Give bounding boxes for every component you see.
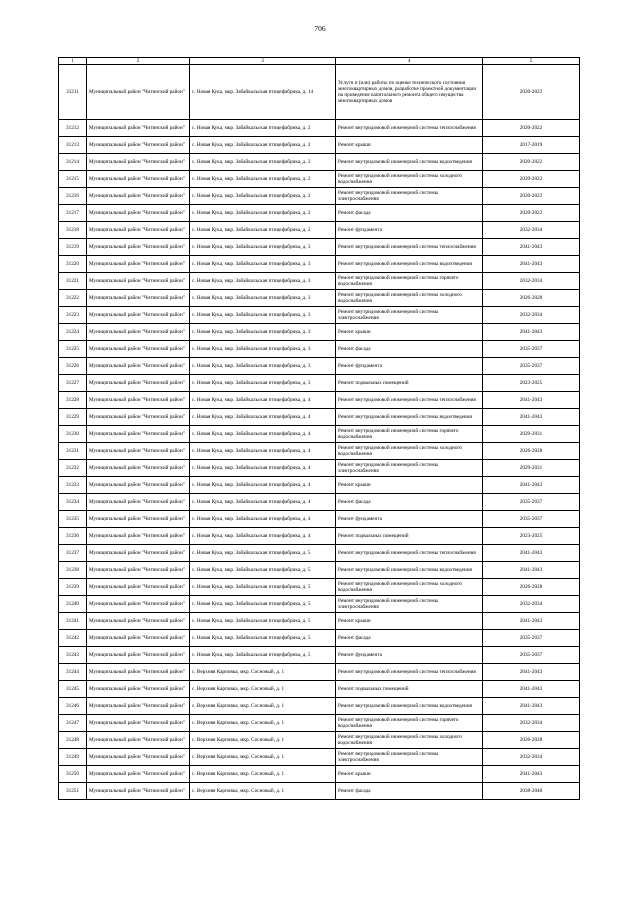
row-number-cell: 31231 bbox=[59, 443, 87, 460]
table-row bbox=[59, 256, 580, 273]
district-cell: Муниципальный район "Читинский район" bbox=[87, 426, 190, 443]
address-cell: с. Верхняя Карповка, мкр. Сосновый, д. 1 bbox=[190, 664, 336, 681]
work-type-cell: Ремонт внутридомовой инженерной системы теплоснабжения bbox=[336, 239, 483, 256]
period-cell: 2020-2022 bbox=[483, 120, 580, 137]
district-cell: Муниципальный район "Читинский район" bbox=[87, 494, 190, 511]
row-number-cell: 31216 bbox=[59, 188, 87, 205]
work-type-cell: Ремонт фундамента bbox=[336, 647, 483, 664]
period-cell: 2035-2037 bbox=[483, 647, 580, 664]
work-type-cell: Ремонт внутридомовой инженерной системы теплоснабжения bbox=[336, 664, 483, 681]
table-row bbox=[59, 171, 580, 188]
address-cell: с. Новая Кука, мкр. Забайкальская птицефабрика, д. 4 bbox=[190, 426, 336, 443]
table-row bbox=[59, 664, 580, 681]
address-cell: с. Новая Кука, мкр. Забайкальская птицефабрика, д. 5 bbox=[190, 647, 336, 664]
table-row bbox=[59, 630, 580, 647]
row-number-cell: 31229 bbox=[59, 409, 87, 426]
district-cell: Муниципальный район "Читинский район" bbox=[87, 511, 190, 528]
period-cell: 2035-2037 bbox=[483, 511, 580, 528]
table-row bbox=[59, 358, 580, 375]
row-number-cell: 31230 bbox=[59, 426, 87, 443]
work-type-cell: Ремонт фасада bbox=[336, 205, 483, 222]
district-cell: Муниципальный район "Читинский район" bbox=[87, 273, 190, 290]
district-cell: Муниципальный район "Читинский район" bbox=[87, 477, 190, 494]
row-number-cell: 31242 bbox=[59, 630, 87, 647]
row-number-cell: 31225 bbox=[59, 341, 87, 358]
table-row bbox=[59, 307, 580, 324]
page-number: 706 bbox=[314, 24, 326, 33]
work-type-cell: Ремонт внутридомовой инженерной системы холодного водоснабжения bbox=[336, 579, 483, 596]
row-number-cell: 31245 bbox=[59, 681, 87, 698]
table-row bbox=[59, 613, 580, 630]
district-cell: Муниципальный район "Читинский район" bbox=[87, 630, 190, 647]
table-row bbox=[59, 290, 580, 307]
work-type-cell: Ремонт подвальных помещений bbox=[336, 528, 483, 545]
row-number-cell: 31217 bbox=[59, 205, 87, 222]
table-row bbox=[59, 766, 580, 783]
period-cell: 2020-2022 bbox=[483, 188, 580, 205]
address-cell: с. Новая Кука, мкр. Забайкальская птицефабрика, д. 2 bbox=[190, 222, 336, 239]
table-row bbox=[59, 715, 580, 732]
address-cell: с. Новая Кука, мкр. Забайкальская птицефабрика, д. 14 bbox=[190, 65, 336, 120]
period-cell: 2041-2043 bbox=[483, 545, 580, 562]
address-cell: с. Новая Кука, мкр. Забайкальская птицефабрика, д. 4 bbox=[190, 409, 336, 426]
district-cell: Муниципальный район "Читинский район" bbox=[87, 698, 190, 715]
address-cell: с. Новая Кука, мкр. Забайкальская птицефабрика, д. 4 bbox=[190, 511, 336, 528]
table-row bbox=[59, 749, 580, 766]
address-cell: с. Новая Кука, мкр. Забайкальская птицефабрика, д. 3 bbox=[190, 307, 336, 324]
address-cell: с. Новая Кука, мкр. Забайкальская птицефабрика, д. 3 bbox=[190, 290, 336, 307]
district-cell: Муниципальный район "Читинский район" bbox=[87, 545, 190, 562]
work-type-cell: Ремонт крыши bbox=[336, 477, 483, 494]
district-cell: Муниципальный район "Читинский район" bbox=[87, 120, 190, 137]
period-cell: 2029-2031 bbox=[483, 426, 580, 443]
district-cell: Муниципальный район "Читинский район" bbox=[87, 324, 190, 341]
table-row bbox=[59, 647, 580, 664]
district-cell: Муниципальный район "Читинский район" bbox=[87, 409, 190, 426]
period-cell: 2041-2043 bbox=[483, 664, 580, 681]
row-number-cell: 31234 bbox=[59, 494, 87, 511]
row-number-cell: 31249 bbox=[59, 749, 87, 766]
work-type-cell: Услуги и (или) работы по оценке технического состояния многоквартирных домов, разработке проектной документации на проведение капитального ремонта общего имущества многоквартирных домов bbox=[336, 65, 483, 120]
period-cell: 2041-2043 bbox=[483, 562, 580, 579]
district-cell: Муниципальный район "Читинский район" bbox=[87, 171, 190, 188]
address-cell: с. Верхняя Карповка, мкр. Сосновый, д. 1 bbox=[190, 698, 336, 715]
row-number-cell: 31241 bbox=[59, 613, 87, 630]
address-cell: с. Верхняя Карповка, мкр. Сосновый, д. 1 bbox=[190, 783, 336, 800]
column-header-3: 3 bbox=[190, 58, 336, 65]
work-type-cell: Ремонт внутридомовой инженерной системы холодного водоснабжения bbox=[336, 732, 483, 749]
work-type-cell: Ремонт внутридомовой инженерной системы водоотведения bbox=[336, 409, 483, 426]
period-cell: 2041-2043 bbox=[483, 698, 580, 715]
address-cell: с. Новая Кука, мкр. Забайкальская птицефабрика, д. 3 bbox=[190, 341, 336, 358]
period-cell: 2032-2034 bbox=[483, 273, 580, 290]
table-row bbox=[59, 392, 580, 409]
table-row bbox=[59, 681, 580, 698]
row-number-cell: 31219 bbox=[59, 239, 87, 256]
table-row bbox=[59, 137, 580, 154]
table-row bbox=[59, 494, 580, 511]
row-number-cell: 31248 bbox=[59, 732, 87, 749]
period-cell: 2032-2034 bbox=[483, 749, 580, 766]
address-cell: с. Верхняя Карповка, мкр. Сосновый, д. 1 bbox=[190, 766, 336, 783]
table-row bbox=[59, 698, 580, 715]
column-header-1: 1 bbox=[59, 58, 87, 65]
period-cell: 2023-2025 bbox=[483, 528, 580, 545]
work-type-cell: Ремонт фундамента bbox=[336, 222, 483, 239]
address-cell: с. Верхняя Карповка, мкр. Сосновый, д. 1 bbox=[190, 732, 336, 749]
address-cell: с. Верхняя Карповка, мкр. Сосновый, д. 1 bbox=[190, 749, 336, 766]
address-cell: с. Новая Кука, мкр. Забайкальская птицефабрика, д. 2 bbox=[190, 171, 336, 188]
district-cell: Муниципальный район "Читинский район" bbox=[87, 460, 190, 477]
table-row bbox=[59, 409, 580, 426]
table-row bbox=[59, 460, 580, 477]
row-number-cell: 31235 bbox=[59, 511, 87, 528]
row-number-cell: 31227 bbox=[59, 375, 87, 392]
period-cell: 2041-2043 bbox=[483, 409, 580, 426]
work-type-cell: Ремонт внутридомовой инженерной системы теплоснабжения bbox=[336, 120, 483, 137]
work-type-cell: Ремонт фундамента bbox=[336, 511, 483, 528]
work-type-cell: Ремонт крыши bbox=[336, 137, 483, 154]
column-header-4: 4 bbox=[336, 58, 483, 65]
table-row bbox=[59, 120, 580, 137]
district-cell: Муниципальный район "Читинский район" bbox=[87, 528, 190, 545]
row-number-cell: 31224 bbox=[59, 324, 87, 341]
column-header-2: 2 bbox=[87, 58, 190, 65]
work-type-cell: Ремонт фасада bbox=[336, 341, 483, 358]
address-cell: с. Новая Кука, мкр. Забайкальская птицефабрика, д. 5 bbox=[190, 630, 336, 647]
district-cell: Муниципальный район "Читинский район" bbox=[87, 681, 190, 698]
row-number-cell: 31237 bbox=[59, 545, 87, 562]
table-row bbox=[59, 545, 580, 562]
district-cell: Муниципальный район "Читинский район" bbox=[87, 65, 190, 120]
address-cell: с. Новая Кука, мкр. Забайкальская птицефабрика, д. 2 bbox=[190, 188, 336, 205]
address-cell: с. Новая Кука, мкр. Забайкальская птицефабрика, д. 2 bbox=[190, 137, 336, 154]
table-row bbox=[59, 528, 580, 545]
period-cell: 2026-2028 bbox=[483, 732, 580, 749]
address-cell: с. Новая Кука, мкр. Забайкальская птицефабрика, д. 3 bbox=[190, 358, 336, 375]
district-cell: Муниципальный район "Читинский район" bbox=[87, 443, 190, 460]
row-number-cell: 31215 bbox=[59, 171, 87, 188]
row-number-cell: 31218 bbox=[59, 222, 87, 239]
work-type-cell: Ремонт внутридомовой инженерной системы водоотведения bbox=[336, 698, 483, 715]
work-type-cell: Ремонт внутридомовой инженерной системы электроснабжения bbox=[336, 749, 483, 766]
row-number-cell: 31220 bbox=[59, 256, 87, 273]
period-cell: 2035-2037 bbox=[483, 630, 580, 647]
table-row bbox=[59, 443, 580, 460]
period-cell: 2041-2043 bbox=[483, 681, 580, 698]
period-cell: 2020-2022 bbox=[483, 171, 580, 188]
district-cell: Муниципальный район "Читинский район" bbox=[87, 222, 190, 239]
district-cell: Муниципальный район "Читинский район" bbox=[87, 647, 190, 664]
work-type-cell: Ремонт внутридомовой инженерной системы холодного водоснабжения bbox=[336, 171, 483, 188]
row-number-cell: 31238 bbox=[59, 562, 87, 579]
period-cell: 2041-2043 bbox=[483, 477, 580, 494]
district-cell: Муниципальный район "Читинский район" bbox=[87, 613, 190, 630]
row-number-cell: 31240 bbox=[59, 596, 87, 613]
row-number-cell: 31214 bbox=[59, 154, 87, 171]
period-cell: 2017-2019 bbox=[483, 137, 580, 154]
address-cell: с. Новая Кука, мкр. Забайкальская птицефабрика, д. 3 bbox=[190, 324, 336, 341]
period-cell: 2035-2037 bbox=[483, 494, 580, 511]
table-row bbox=[59, 596, 580, 613]
district-cell: Муниципальный район "Читинский район" bbox=[87, 392, 190, 409]
address-cell: с. Новая Кука, мкр. Забайкальская птицефабрика, д. 4 bbox=[190, 494, 336, 511]
row-number-cell: 31213 bbox=[59, 137, 87, 154]
address-cell: с. Верхняя Карповка, мкр. Сосновый, д. 1 bbox=[190, 715, 336, 732]
table-row bbox=[59, 65, 580, 120]
district-cell: Муниципальный район "Читинский район" bbox=[87, 664, 190, 681]
address-cell: с. Новая Кука, мкр. Забайкальская птицефабрика, д. 3 bbox=[190, 273, 336, 290]
row-number-cell: 31243 bbox=[59, 647, 87, 664]
district-cell: Муниципальный район "Читинский район" bbox=[87, 290, 190, 307]
table-row bbox=[59, 341, 580, 358]
address-cell: с. Новая Кука, мкр. Забайкальская птицефабрика, д. 4 bbox=[190, 477, 336, 494]
row-number-cell: 31228 bbox=[59, 392, 87, 409]
period-cell: 2032-2034 bbox=[483, 222, 580, 239]
table-row bbox=[59, 273, 580, 290]
district-cell: Муниципальный район "Читинский район" bbox=[87, 375, 190, 392]
row-number-cell: 31251 bbox=[59, 783, 87, 800]
work-type-cell: Ремонт крыши bbox=[336, 766, 483, 783]
work-type-cell: Ремонт фасада bbox=[336, 783, 483, 800]
work-type-cell: Ремонт крыши bbox=[336, 324, 483, 341]
district-cell: Муниципальный район "Читинский район" bbox=[87, 715, 190, 732]
address-cell: с. Новая Кука, мкр. Забайкальская птицефабрика, д. 3 bbox=[190, 375, 336, 392]
period-cell: 2026-2028 bbox=[483, 579, 580, 596]
column-number-header-row bbox=[59, 58, 580, 65]
work-type-cell: Ремонт внутридомовой инженерной системы теплоснабжения bbox=[336, 545, 483, 562]
row-number-cell: 31232 bbox=[59, 460, 87, 477]
row-number-cell: 31212 bbox=[59, 120, 87, 137]
table-row bbox=[59, 426, 580, 443]
row-number-cell: 31244 bbox=[59, 664, 87, 681]
work-type-cell: Ремонт внутридомовой инженерной системы горячего водоснабжения bbox=[336, 715, 483, 732]
district-cell: Муниципальный район "Читинский район" bbox=[87, 562, 190, 579]
district-cell: Муниципальный район "Читинский район" bbox=[87, 732, 190, 749]
row-number-cell: 31233 bbox=[59, 477, 87, 494]
period-cell: 2029-2031 bbox=[483, 460, 580, 477]
row-number-cell: 31246 bbox=[59, 698, 87, 715]
work-type-cell: Ремонт внутридомовой инженерной системы горячего водоснабжения bbox=[336, 426, 483, 443]
address-cell: с. Верхняя Карповка, мкр. Сосновый, д. 1 bbox=[190, 681, 336, 698]
district-cell: Муниципальный район "Читинский район" bbox=[87, 749, 190, 766]
period-cell: 2035-2037 bbox=[483, 358, 580, 375]
district-cell: Муниципальный район "Читинский район" bbox=[87, 239, 190, 256]
table-row bbox=[59, 477, 580, 494]
period-cell: 2041-2043 bbox=[483, 613, 580, 630]
work-type-cell: Ремонт внутридомовой инженерной системы холодного водоснабжения bbox=[336, 443, 483, 460]
work-type-cell: Ремонт внутридомовой инженерной системы электроснабжения bbox=[336, 307, 483, 324]
district-cell: Муниципальный район "Читинский район" bbox=[87, 256, 190, 273]
row-number-cell: 31250 bbox=[59, 766, 87, 783]
work-type-cell: Ремонт внутридомовой инженерной системы электроснабжения bbox=[336, 596, 483, 613]
table-row bbox=[59, 579, 580, 596]
address-cell: с. Новая Кука, мкр. Забайкальская птицефабрика, д. 5 bbox=[190, 545, 336, 562]
table-row bbox=[59, 239, 580, 256]
district-cell: Муниципальный район "Читинский район" bbox=[87, 783, 190, 800]
period-cell: 2041-2043 bbox=[483, 766, 580, 783]
work-type-cell: Ремонт внутридомовой инженерной системы холодного водоснабжения bbox=[336, 290, 483, 307]
period-cell: 2032-2034 bbox=[483, 715, 580, 732]
work-type-cell: Ремонт внутридомовой инженерной системы водоотведения bbox=[336, 256, 483, 273]
work-type-cell: Ремонт подвальных помещений bbox=[336, 681, 483, 698]
work-type-cell: Ремонт внутридомовой инженерной системы водоотведения bbox=[336, 562, 483, 579]
work-type-cell: Ремонт фундамента bbox=[336, 358, 483, 375]
address-cell: с. Новая Кука, мкр. Забайкальская птицефабрика, д. 3 bbox=[190, 256, 336, 273]
address-cell: с. Новая Кука, мкр. Забайкальская птицефабрика, д. 4 bbox=[190, 460, 336, 477]
table-row bbox=[59, 732, 580, 749]
district-cell: Муниципальный район "Читинский район" bbox=[87, 596, 190, 613]
district-cell: Муниципальный район "Читинский район" bbox=[87, 188, 190, 205]
work-type-cell: Ремонт фасада bbox=[336, 494, 483, 511]
period-cell: 2038-2040 bbox=[483, 783, 580, 800]
period-cell: 2026-2028 bbox=[483, 443, 580, 460]
repair-register-table bbox=[58, 57, 580, 800]
period-cell: 2032-2034 bbox=[483, 596, 580, 613]
period-cell: 2026-2028 bbox=[483, 290, 580, 307]
address-cell: с. Новая Кука, мкр. Забайкальская птицефабрика, д. 5 bbox=[190, 562, 336, 579]
table-body bbox=[59, 65, 580, 800]
table-row bbox=[59, 205, 580, 222]
table-row bbox=[59, 511, 580, 528]
table-row bbox=[59, 783, 580, 800]
district-cell: Муниципальный район "Читинский район" bbox=[87, 307, 190, 324]
period-cell: 2041-2043 bbox=[483, 256, 580, 273]
work-type-cell: Ремонт внутридомовой инженерной системы водоотведения bbox=[336, 154, 483, 171]
work-type-cell: Ремонт внутридомовой инженерной системы горячего водоснабжения bbox=[336, 273, 483, 290]
period-cell: 2020-2022 bbox=[483, 65, 580, 120]
district-cell: Муниципальный район "Читинский район" bbox=[87, 358, 190, 375]
table-row bbox=[59, 562, 580, 579]
address-cell: с. Новая Кука, мкр. Забайкальская птицефабрика, д. 5 bbox=[190, 596, 336, 613]
period-cell: 2020-2022 bbox=[483, 205, 580, 222]
period-cell: 2023-2025 bbox=[483, 375, 580, 392]
row-number-cell: 31223 bbox=[59, 307, 87, 324]
row-number-cell: 31222 bbox=[59, 290, 87, 307]
address-cell: с. Новая Кука, мкр. Забайкальская птицефабрика, д. 3 bbox=[190, 239, 336, 256]
work-type-cell: Ремонт подвальных помещений bbox=[336, 375, 483, 392]
period-cell: 2035-2037 bbox=[483, 341, 580, 358]
district-cell: Муниципальный район "Читинский район" bbox=[87, 579, 190, 596]
row-number-cell: 31236 bbox=[59, 528, 87, 545]
address-cell: с. Новая Кука, мкр. Забайкальская птицефабрика, д. 2 bbox=[190, 120, 336, 137]
period-cell: 2041-2043 bbox=[483, 239, 580, 256]
district-cell: Муниципальный район "Читинский район" bbox=[87, 205, 190, 222]
address-cell: с. Новая Кука, мкр. Забайкальская птицефабрика, д. 4 bbox=[190, 392, 336, 409]
period-cell: 2032-2034 bbox=[483, 307, 580, 324]
address-cell: с. Новая Кука, мкр. Забайкальская птицефабрика, д. 4 bbox=[190, 443, 336, 460]
address-cell: с. Новая Кука, мкр. Забайкальская птицефабрика, д. 2 bbox=[190, 154, 336, 171]
address-cell: с. Новая Кука, мкр. Забайкальская птицефабрика, д. 2 bbox=[190, 205, 336, 222]
address-cell: с. Новая Кука, мкр. Забайкальская птицефабрика, д. 5 bbox=[190, 613, 336, 630]
table-row bbox=[59, 154, 580, 171]
address-cell: с. Новая Кука, мкр. Забайкальская птицефабрика, д. 4 bbox=[190, 528, 336, 545]
period-cell: 2041-2043 bbox=[483, 324, 580, 341]
period-cell: 2020-2022 bbox=[483, 154, 580, 171]
row-number-cell: 31211 bbox=[59, 65, 87, 120]
work-type-cell: Ремонт внутридомовой инженерной системы теплоснабжения bbox=[336, 392, 483, 409]
work-type-cell: Ремонт внутридомовой инженерной системы электроснабжения bbox=[336, 460, 483, 477]
district-cell: Муниципальный район "Читинский район" bbox=[87, 137, 190, 154]
work-type-cell: Ремонт крыши bbox=[336, 613, 483, 630]
table-row bbox=[59, 375, 580, 392]
table-row bbox=[59, 222, 580, 239]
row-number-cell: 31226 bbox=[59, 358, 87, 375]
row-number-cell: 31247 bbox=[59, 715, 87, 732]
work-type-cell: Ремонт фасада bbox=[336, 630, 483, 647]
row-number-cell: 31221 bbox=[59, 273, 87, 290]
period-cell: 2041-2043 bbox=[483, 392, 580, 409]
column-header-5: 5 bbox=[483, 58, 580, 65]
table-row bbox=[59, 324, 580, 341]
district-cell: Муниципальный район "Читинский район" bbox=[87, 766, 190, 783]
work-type-cell: Ремонт внутридомовой инженерной системы электроснабжения bbox=[336, 188, 483, 205]
table-row bbox=[59, 188, 580, 205]
address-cell: с. Новая Кука, мкр. Забайкальская птицефабрика, д. 5 bbox=[190, 579, 336, 596]
district-cell: Муниципальный район "Читинский район" bbox=[87, 341, 190, 358]
district-cell: Муниципальный район "Читинский район" bbox=[87, 154, 190, 171]
row-number-cell: 31239 bbox=[59, 579, 87, 596]
